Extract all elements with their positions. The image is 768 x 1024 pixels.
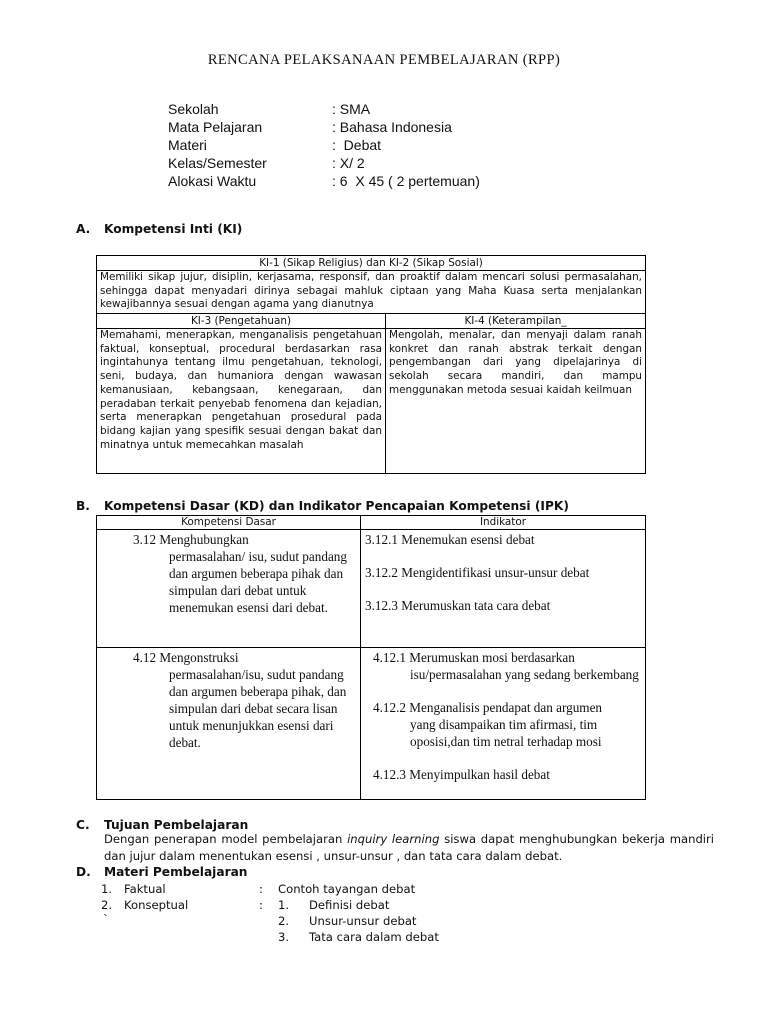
identity-info — [168, 100, 480, 190]
info-label: Sekolah — [168, 101, 219, 117]
section-letter: A. — [76, 222, 91, 236]
konseptual-item-number: 2. — [278, 914, 290, 928]
info-value: : Debat — [332, 137, 382, 153]
info-row-alokasi-waktu — [168, 172, 480, 190]
konseptual-item-number: 3. — [278, 930, 290, 944]
kd-description: permasalahan/ isu, sudut pandang dan argumen beberapa pihak dan simpulan dari debat untuk menemukan esensi dari debat. — [169, 549, 347, 615]
kd-number-title: 4.12 Mengonstruksi — [133, 650, 239, 665]
indicator-cell — [361, 530, 646, 648]
ki3-text: Memahami, menerapkan, menganalisis pengetahuan faktual, konseptual, procedural berdasarkan rasa ingintahunya tentang ilmu pengetahuan, teknologi, seni, budaya, dan humaniora dengan wawasan kemanusiaan, kebangsaan, kenegaraan, dan peradaban terkait penyebab fenomena dan kejadian, serta menerapkan pengetahuan prosedural pada bidang kajian yang spesifik sesuai dengan bakat dan minatnya untuk memecahkan masalah — [97, 329, 386, 474]
materi-label-konseptual: Konseptual — [124, 898, 189, 912]
indicator-item: 4.12.3 Menyimpulkan hasil debat — [373, 767, 550, 782]
table-row — [97, 648, 646, 800]
konseptual-item: Tata cara dalam debat — [309, 930, 439, 944]
indicator-item-continuation: yang disampaikan tim afirmasi, tim oposisi,dan tim netral terhadap mosi — [410, 717, 602, 749]
section-d-heading — [76, 865, 247, 879]
kd-column-header: Kompetensi Dasar — [97, 516, 361, 530]
ki-table — [96, 255, 646, 474]
section-letter: C. — [76, 818, 90, 832]
indicator-column-header: Indikator — [361, 516, 646, 530]
info-row-sekolah — [168, 100, 480, 118]
indicator-item: 4.12.1 Merumuskan mosi berdasarkan — [373, 650, 575, 665]
ki3-header: KI-3 (Pengetahuan) — [97, 314, 386, 329]
section-title: Kompetensi Inti (KI) — [104, 222, 243, 236]
tujuan-paragraph — [104, 831, 714, 865]
materi-number: 1. — [101, 882, 113, 896]
kd-table — [96, 515, 646, 800]
info-value: : Bahasa Indonesia — [332, 119, 452, 135]
info-label: Materi — [168, 137, 207, 153]
materi-colon: : — [259, 898, 263, 912]
materi-colon: : — [259, 882, 263, 896]
stray-backtick: ` — [103, 912, 109, 926]
ki12-text: Memiliki sikap jujur, disiplin, kerjasama, responsif, dan proaktif dalam mencari solusi permasalahan, sehingga dapat menyadari dirinya sebagai mahluk ciptaan yang Maha Kuasa serta menjalankan kewajibannya sesuai dengan agama yang dianutnya — [97, 271, 646, 314]
section-letter: D. — [76, 865, 91, 879]
section-title: Tujuan Pembelajaran — [104, 818, 249, 832]
info-row-mata-pelajaran — [168, 118, 480, 136]
info-value: : 6 X 45 ( 2 pertemuan) — [332, 173, 480, 189]
section-c-heading — [76, 818, 248, 832]
tujuan-model-name: inquiry learning — [347, 832, 440, 846]
info-value: : SMA — [332, 101, 371, 117]
info-label: Kelas/Semester — [168, 155, 267, 171]
indicator-item: 4.12.2 Menganalisis pendapat dan argumen — [373, 700, 603, 715]
info-row-materi — [168, 136, 480, 154]
info-label: Mata Pelajaran — [168, 119, 263, 135]
kd-number-title: 3.12 Menghubungkan — [133, 532, 249, 547]
section-letter: B. — [76, 499, 90, 513]
info-row-kelas-semester — [168, 154, 480, 172]
tujuan-text: Dengan penerapan model pembelajaran — [104, 832, 348, 846]
section-title: Materi Pembelajaran — [104, 865, 248, 879]
konseptual-item: Unsur-unsur debat — [309, 914, 417, 928]
indicator-item: 3.12.1 Menemukan esensi debat — [365, 532, 535, 547]
section-b-heading — [76, 499, 569, 513]
konseptual-item: Definisi debat — [309, 898, 390, 912]
section-a-heading — [76, 222, 242, 236]
konseptual-item-number: 1. — [278, 898, 290, 912]
indicator-item: 3.12.3 Merumuskan tata cara debat — [365, 598, 551, 613]
info-label: Alokasi Waktu — [168, 173, 257, 189]
materi-value-faktual: Contoh tayangan debat — [278, 882, 416, 896]
page-title: RENCANA PELAKSANAAN PEMBELAJARAN (RPP) — [207, 52, 561, 68]
table-row — [97, 530, 646, 648]
info-value: : X/ 2 — [332, 155, 365, 171]
ki4-header: KI-4 (Keterampilan_ — [386, 314, 646, 329]
section-title: Kompetensi Dasar (KD) dan Indikator Pencapaian Kompetensi (IPK) — [104, 499, 569, 513]
materi-number: 2. — [101, 898, 113, 912]
tujuan-text: siswa dapat menghubungkan bekerja mandiri dan jujur dalam menentukan esensi , unsur-unsur , dan tata cara dalam debat. — [104, 832, 715, 863]
ki12-header: KI-1 (Sikap Religius) dan KI-2 (Sikap Sosial) — [97, 256, 646, 271]
materi-label-faktual: Faktual — [124, 882, 166, 896]
kd-cell — [97, 648, 361, 800]
kd-cell — [97, 530, 361, 648]
indicator-item-continuation: isu/permasalahan yang sedang berkembang — [410, 667, 639, 682]
kd-description: permasalahan/isu, sudut pandang dan argumen beberapa pihak, dan simpulan dari debat secara lisan untuk menunjukkan esensi dari debat. — [169, 667, 347, 750]
indicator-item: 3.12.2 Mengidentifikasi unsur-unsur debat — [365, 565, 590, 580]
ki4-text: Mengolah, menalar, dan menyaji dalam ranah konkret dan ranah abstrak terkait dengan pengembangan dari yang dipelajarinya di sekolah secara mandiri, dan mampu menggunakan metoda sesuai kaidah keilmuan — [386, 329, 646, 474]
indicator-cell — [361, 648, 646, 800]
